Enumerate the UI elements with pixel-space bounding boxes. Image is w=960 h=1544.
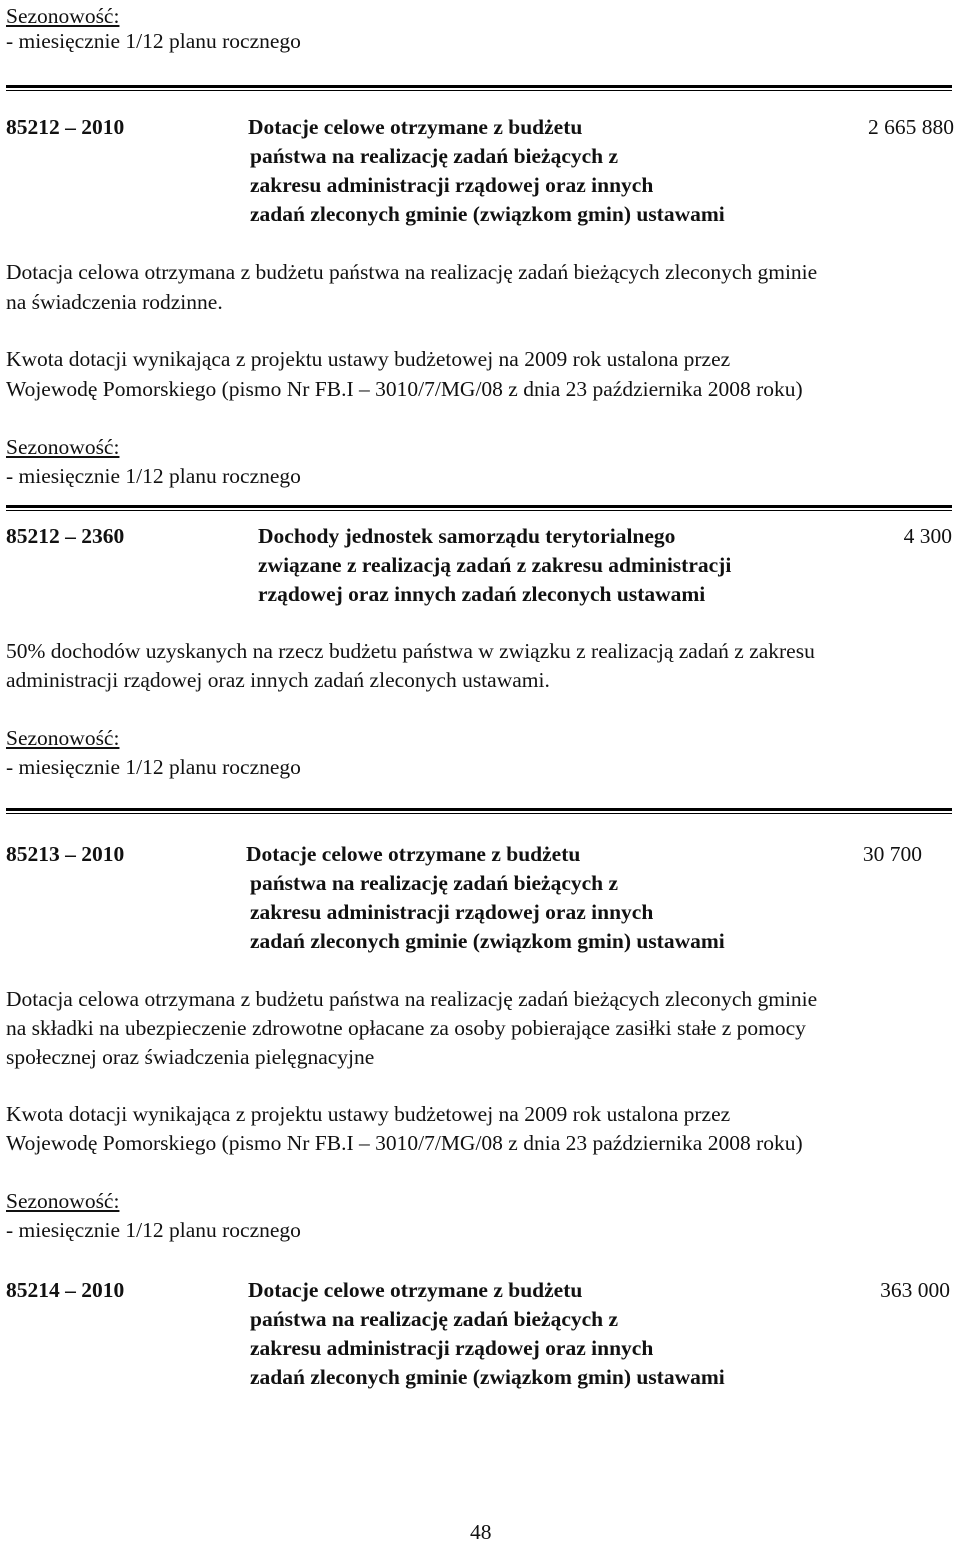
seasonality-label: Sezonowość: [6,4,120,28]
seasonality-value: - miesięcznie 1/12 planu rocznego [6,755,301,779]
section-3-desc-line: na składki na ubezpieczenie zdrowotne opłacane za osoby pobierające zasiłki stałe z pomocy [6,1016,806,1040]
section-2-code [6,526,124,548]
section-code: 85213 [6,842,60,866]
section-dash: – [65,115,76,139]
section-code: 85212 [6,524,60,548]
section-1-code [6,117,124,139]
section-3-kwota-line: Kwota dotacji wynikająca z projektu ustawy budżetowej na 2009 rok ustalona przez [6,1102,731,1126]
section-4-code [6,1280,124,1302]
seasonality-value: - miesięcznie 1/12 planu rocznego [6,29,301,53]
section-code: 85212 [6,115,60,139]
seasonality-value: - miesięcznie 1/12 planu rocznego [6,1218,301,1242]
section-3-title-line: zadań zleconych gminie (związkom gmin) ustawami [250,929,725,953]
section-1-title-line: Dotacje celowe otrzymane z budżetu [248,115,583,139]
section-4-title-line: Dotacje celowe otrzymane z budżetu [248,1278,583,1302]
section-3-kwota-line: Wojewodę Pomorskiego (pismo Nr FB.I – 3010/7/MG/08 z dnia 23 października 2008 roku) [6,1131,803,1155]
section-1-kwota-line: Wojewodę Pomorskiego (pismo Nr FB.I – 3010/7/MG/08 z dnia 23 października 2008 roku) [6,377,803,401]
section-2-title-line: rządowej oraz innych zadań zleconych ustawami [258,582,706,606]
section-divider [6,85,952,91]
section-paragraph: 2010 [81,1278,125,1302]
section-1-desc-line: na świadczenia rodzinne. [6,290,223,314]
section-2-title-line: Dochody jednostek samorządu terytorialnego [258,524,676,548]
section-1-desc-line: Dotacja celowa otrzymana z budżetu państwa na realizację zadań bieżących zleconych gminie [6,260,818,284]
section-code: 85214 [6,1278,60,1302]
section-2-desc-line: administracji rządowej oraz innych zadań zleconych ustawami. [6,668,550,692]
section-3-title-line: Dotacje celowe otrzymane z budżetu [246,842,581,866]
section-dash: – [65,842,76,866]
section-divider [6,505,952,511]
section-4-title-line: państwa na realizację zadań bieżących z [250,1307,619,1331]
section-3-title-line: zakresu administracji rządowej oraz innych [250,900,654,924]
section-2-amount: 4 300 [903,524,952,548]
section-1-kwota-line: Kwota dotacji wynikająca z projektu ustawy budżetowej na 2009 rok ustalona przez [6,347,731,371]
seasonality-label: Sezonowość: [6,1189,120,1213]
section-dash: – [65,1278,76,1302]
section-1-title-line: zadań zleconych gminie (związkom gmin) ustawami [250,202,725,226]
section-3-title-line: państwa na realizację zadań bieżących z [250,871,619,895]
section-2-title-line: związane z realizacją zadań z zakresu administracji [258,553,732,577]
section-1-title-line: zakresu administracji rządowej oraz innych [250,173,654,197]
seasonality-label: Sezonowość: [6,726,120,750]
section-dash: – [65,524,76,548]
page-number: 48 [470,1520,492,1544]
section-1-amount: 2 665 880 [868,115,954,139]
section-1-title-line: państwa na realizację zadań bieżących z [250,144,619,168]
section-3-code [6,844,124,866]
section-4-amount: 363 000 [880,1278,950,1302]
section-divider [6,808,952,814]
section-4-title-line: zadań zleconych gminie (związkom gmin) ustawami [250,1365,725,1389]
seasonality-value: - miesięcznie 1/12 planu rocznego [6,464,301,488]
section-paragraph: 2010 [81,842,125,866]
section-paragraph: 2360 [81,524,125,548]
section-2-desc-line: 50% dochodów uzyskanych na rzecz budżetu państwa w związku z realizacją zadań z zakresu [6,639,815,663]
section-3-amount: 30 700 [862,842,922,866]
section-4-title-line: zakresu administracji rządowej oraz innych [250,1336,654,1360]
seasonality-label: Sezonowość: [6,435,120,459]
section-3-desc-line: społecznej oraz świadczenia pielęgnacyjne [6,1045,375,1069]
section-3-desc-line: Dotacja celowa otrzymana z budżetu państwa na realizację zadań bieżących zleconych gminie [6,987,818,1011]
section-paragraph: 2010 [81,115,125,139]
